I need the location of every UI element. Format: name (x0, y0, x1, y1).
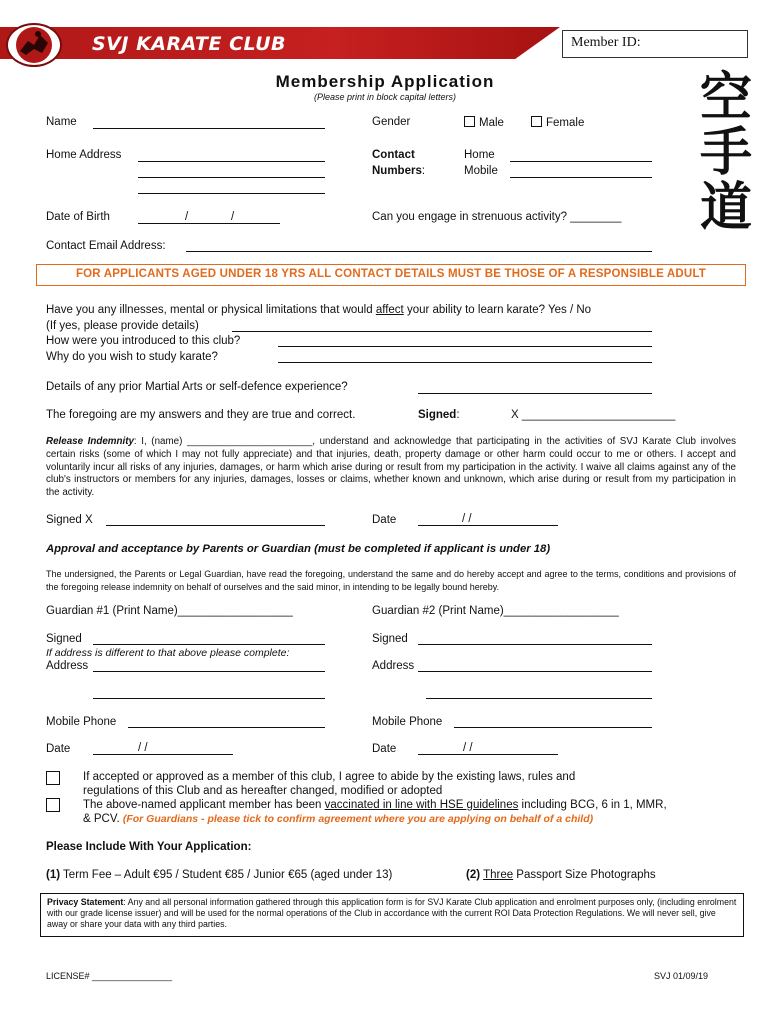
form-subtitle: (Please print in block capital letters) (313, 92, 457, 102)
dob-sep-1: / (185, 211, 189, 223)
guardian1-signed-label: Signed (46, 633, 82, 645)
dob-sep-2: / (231, 211, 235, 223)
guardian2-date-label: Date (372, 743, 397, 755)
address-note: If address is different to that above please complete: (46, 647, 290, 659)
mobile-label: Mobile (464, 165, 498, 177)
vaccination-checkbox[interactable] (46, 798, 60, 812)
guardian2-mobile-field[interactable] (454, 727, 652, 728)
male-label: Male (479, 117, 504, 129)
signed-label-1: Signed: (418, 409, 460, 421)
address-line-1[interactable] (138, 161, 325, 162)
guardian2-address-line-2[interactable] (426, 698, 652, 699)
guardian1-address-line-1[interactable] (93, 671, 325, 672)
member-id-field[interactable]: Member ID: (562, 30, 748, 58)
guardian1-date-label: Date (46, 743, 71, 755)
prior-experience-field[interactable] (418, 393, 652, 394)
karate-club-logo (6, 23, 62, 67)
license-field[interactable]: LICENSE# ________________ (46, 971, 173, 981)
release-date-field[interactable] (418, 525, 558, 526)
agreement-line-1: If accepted or approved as a member of this club, I agree to abide by the existing laws, rules and (83, 771, 576, 783)
female-label: Female (546, 117, 585, 129)
home-address-label: Home Address (46, 149, 122, 161)
introduced-field[interactable] (278, 346, 652, 347)
club-name: SVJ KARATE CLUB (92, 33, 286, 55)
kanji-do: 道 (700, 177, 753, 238)
agreement-line-2: regulations of this Club and as hereafter changed, modified or adopted (83, 785, 443, 797)
name-field[interactable] (93, 128, 325, 129)
guardian1-date-field[interactable] (93, 754, 233, 755)
home-phone-field[interactable] (510, 161, 652, 162)
guardian2-date-field[interactable] (418, 754, 558, 755)
illness-question: Have you any illnesses, mental or physical limitations that would affect your ability to learn karate? Yes / No (46, 304, 592, 316)
name-label: Name (46, 116, 77, 128)
email-label: Contact Email Address: (46, 240, 166, 252)
release-date-label: Date (372, 514, 397, 526)
guardian2-signature-field[interactable] (418, 644, 652, 645)
email-field[interactable] (186, 251, 652, 252)
prior-experience-label: Details of any prior Martial Arts or self-defence experience? (46, 381, 348, 393)
release-date-seps: / / (462, 513, 472, 525)
guardian2-address-label: Address (372, 660, 415, 672)
address-line-3[interactable] (138, 193, 325, 194)
agreement-line-4: & PCV. (For Guardians - please tick to confirm agreement where you are applying on behalf of a child) (83, 813, 594, 825)
guardian1-mobile-label: Mobile Phone (46, 716, 117, 728)
contact-label: Contact (372, 149, 415, 161)
include-item-1: (1) Term Fee – Adult €95 / Student €85 / Junior €65 (aged under 13) (46, 869, 393, 881)
release-signed-label: Signed X (46, 514, 93, 526)
guardian1-address-label: Address (46, 660, 89, 672)
numbers-label: Numbers: (372, 165, 426, 177)
guardian1-date-seps: / / (138, 742, 148, 754)
form-version: SVJ 01/09/19 (654, 971, 709, 981)
male-checkbox[interactable] (464, 116, 475, 127)
rules-agreement-checkbox[interactable] (46, 771, 60, 785)
foregoing-statement: The foregoing are my answers and they are true and correct. (46, 409, 356, 421)
agreement-line-3: The above-named applicant member has been vaccinated in line with HSE guidelines including BCG, 6 in 1, MMR, (83, 799, 667, 811)
release-indemnity: Release Indemnity: I, (name) _______________________, understand and acknowledge that participating in the activities of SVJ Karate Club involves certain risks (some of which I may not fully appreciate) and that injuries, death, property damage or other harm could occur to me or others. I accept and voluntarily incur all risks of any injuries, damages, or harm which arise during or result from my participation in the activity. I waive all claims against any of the club's instructors or members for any injuries, damages, losses or claims, whether known and unknown, which arise during or result from my participation in the activity. (46, 436, 736, 499)
guardian1-address-line-2[interactable] (93, 698, 325, 699)
form-title: Membership Application (275, 72, 495, 91)
address-line-2[interactable] (138, 177, 325, 178)
illness-details-field[interactable] (232, 331, 652, 332)
kanji-te: 手 (700, 122, 753, 183)
signature-field-1[interactable]: X ________________________ (511, 409, 676, 421)
header (0, 22, 770, 66)
guardian-statement: The undersigned, the Parents or Legal Guardian, have read the foregoing, understand the same and do hereby accept and agree to the terms, conditions and provisions of the foregoing release indemnity on behalf of ourselves and the said minor, in intending to be legally bound hereby. (46, 569, 736, 592)
guardian1-signature-field[interactable] (93, 644, 325, 645)
strenuous-question[interactable]: Can you engage in strenuous activity? ________ (372, 211, 622, 223)
home-phone-label: Home (464, 149, 495, 161)
dob-label: Date of Birth (46, 211, 110, 223)
introduced-label: How were you introduced to this club? (46, 335, 241, 347)
guardian2-signed-label: Signed (372, 633, 408, 645)
female-option[interactable] (531, 116, 584, 129)
guardian2-address-line-1[interactable] (418, 671, 652, 672)
female-checkbox[interactable] (531, 116, 542, 127)
gender-label: Gender (372, 116, 411, 128)
mobile-field[interactable] (510, 177, 652, 178)
why-label: Why do you wish to study karate? (46, 351, 218, 363)
guardian-heading: Approval and acceptance by Parents or Guardian (must be completed if applicant is under 18) (46, 543, 551, 555)
why-field[interactable] (278, 362, 652, 363)
under-18-notice: FOR APPLICANTS AGED UNDER 18 YRS ALL CONTACT DETAILS MUST BE THOSE OF A RESPONSIBLE ADULT (36, 264, 746, 286)
guardian1-name-field[interactable]: Guardian #1 (Print Name)__________________ (46, 605, 293, 617)
dob-field[interactable] (138, 223, 280, 224)
include-heading: Please Include With Your Application: (46, 841, 252, 853)
release-signature-field[interactable] (106, 525, 325, 526)
guardian2-name-field[interactable]: Guardian #2 (Print Name)__________________ (372, 605, 619, 617)
privacy-statement: Privacy Statement: Any and all personal information gathered through this application form is for SVJ Karate Club application and enrolment purposes only, (including enrolment with our grade license issuer) and will be used for the normal operations of the Club in accordance with the current ROI Data Protection Regulations. We will never sell, give away or share your data with any third parties. (40, 893, 744, 937)
if-yes-label: (If yes, please provide details) (46, 320, 199, 332)
include-item-2: (2) Three Passport Size Photographs (466, 869, 656, 881)
kanji-kara: 空 (700, 67, 753, 128)
guardian2-date-seps: / / (463, 742, 473, 754)
guardian1-mobile-field[interactable] (128, 727, 325, 728)
male-option[interactable] (464, 116, 504, 129)
guardian2-mobile-label: Mobile Phone (372, 716, 443, 728)
